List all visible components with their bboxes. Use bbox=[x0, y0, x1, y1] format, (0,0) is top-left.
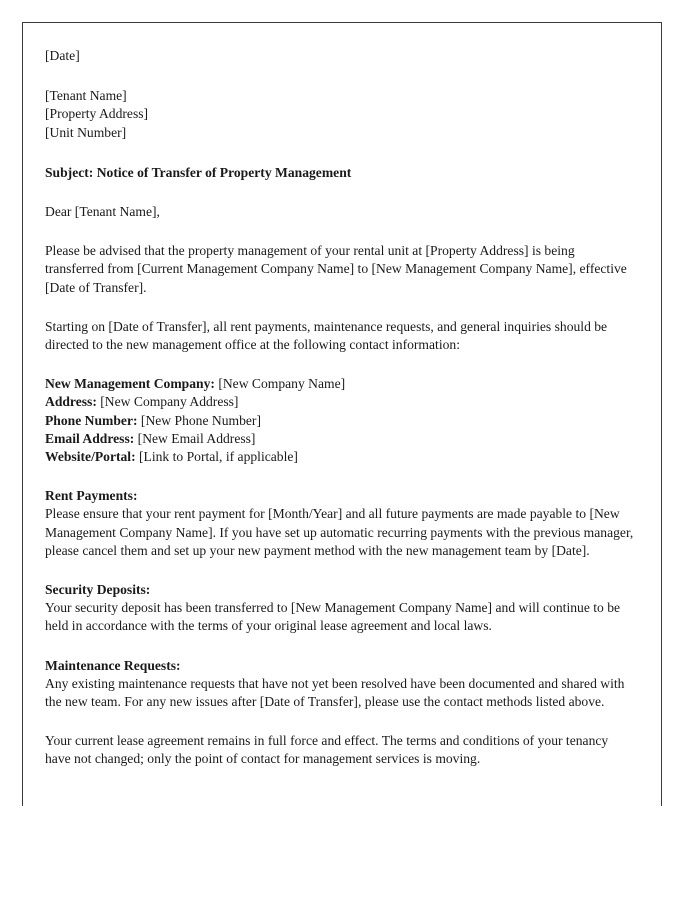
contact-line bbox=[45, 375, 635, 393]
date-line: [Date] bbox=[45, 48, 80, 63]
contact-line bbox=[45, 430, 635, 448]
subject-line: Subject: Notice of Transfer of Property Management bbox=[45, 164, 352, 180]
closing-paragraph: Your current lease agreement remains in full force and effect. The terms and conditions of your tenancy have not changed; only the point of contact for management services is moving. bbox=[45, 733, 609, 767]
contact-label: Website/Portal: bbox=[45, 449, 136, 465]
contact-value: [New Company Name] bbox=[218, 376, 346, 392]
directions-paragraph: Starting on [Date of Transfer], all rent payments, maintenance requests, and general inquiries should be directed to the new management office at the following contact information: bbox=[45, 318, 608, 353]
section-heading: Rent Payments: bbox=[45, 488, 138, 504]
section-security-deposits bbox=[45, 581, 635, 636]
section-body: Your security deposit has been transferred to [New Management Company Name] and will continue to be held in accordance with the terms of your original lease agreement and local laws. bbox=[45, 600, 621, 634]
contact-value: [Link to Portal, if applicable] bbox=[139, 449, 298, 465]
contact-line bbox=[45, 412, 635, 430]
contact-value: [New Email Address] bbox=[137, 430, 256, 446]
document-body bbox=[23, 23, 661, 769]
recipient-address-block bbox=[45, 87, 635, 142]
section-heading: Maintenance Requests: bbox=[45, 657, 181, 673]
contact-label: Address: bbox=[45, 394, 97, 410]
document-page bbox=[22, 22, 662, 806]
salutation-line: Dear [Tenant Name], bbox=[45, 204, 160, 220]
section-body: Please ensure that your rent payment for [Month/Year] and all future payments are made payable to [New Management Company Name]. If you have set up automatic recurring payments with the previous manager, please cancel them and set up your new payment method with the new management team by [Date]. bbox=[45, 506, 634, 558]
contact-line bbox=[45, 448, 635, 466]
recipient-unit-number: [Unit Number] bbox=[45, 124, 127, 140]
section-heading: Security Deposits: bbox=[45, 582, 151, 598]
section-rent-payments bbox=[45, 487, 635, 560]
contact-info-block bbox=[45, 375, 635, 466]
section-maintenance-requests bbox=[45, 657, 635, 712]
contact-value: [New Phone Number] bbox=[140, 412, 261, 428]
intro-paragraph: Please be advised that the property management of your rental unit at [Property Address] is being transferred from [Current Management Company Name] to [New Management Company Name], effective [Date of Transfer]. bbox=[45, 243, 627, 295]
contact-label: Phone Number: bbox=[45, 412, 138, 428]
contact-line bbox=[45, 393, 635, 411]
contact-value: [New Company Address] bbox=[100, 394, 239, 410]
contact-label: Email Address: bbox=[45, 430, 135, 446]
recipient-tenant-name: [Tenant Name] bbox=[45, 88, 127, 104]
recipient-property-address: [Property Address] bbox=[45, 106, 149, 122]
contact-label: New Management Company: bbox=[45, 376, 215, 392]
section-body: Any existing maintenance requests that have not yet been resolved have been documented and shared with the new team. For any new issues after [Date of Transfer], please use the contact methods listed above. bbox=[45, 675, 625, 710]
